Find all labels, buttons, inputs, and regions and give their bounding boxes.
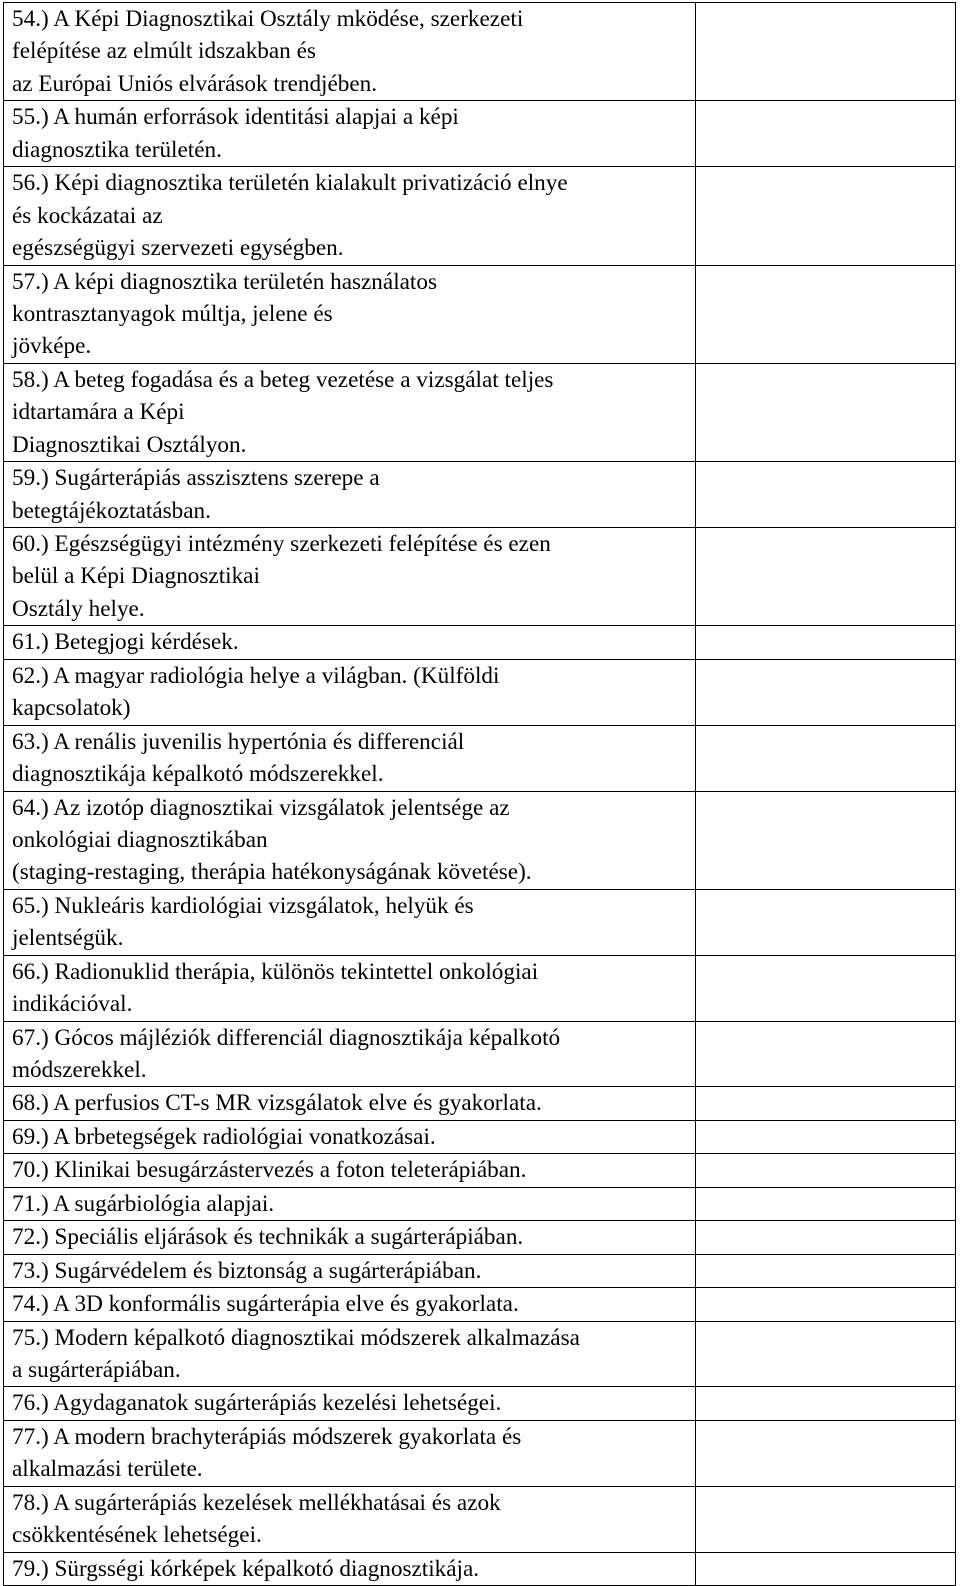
topic-text-line: csökkentésének lehetségei.: [12, 1522, 262, 1549]
empty-cell: [696, 791, 956, 889]
topic-text-line: 59.) Sugárterápiás asszisztens szerepe a: [12, 465, 380, 492]
empty-cell: [696, 1288, 956, 1321]
empty-cell: [696, 3, 956, 101]
topic-cell: [4, 265, 696, 363]
topic-text-line: 62.) A magyar radiológia helye a világban. (Külföldi: [12, 662, 500, 689]
topic-text-line: 61.) Betegjogi kérdések.: [12, 629, 239, 656]
empty-cell: [696, 955, 956, 1021]
topic-text-line: kontrasztanyagok múltja, jelene és: [12, 300, 333, 327]
empty-cell: [696, 626, 956, 659]
topic-cell: [4, 626, 696, 659]
table-row: [4, 1120, 956, 1153]
table-row: [4, 1021, 956, 1087]
empty-cell: [696, 1321, 956, 1387]
topic-text-line: onkológiai diagnosztikában: [12, 826, 268, 853]
empty-cell: [696, 1187, 956, 1220]
table-row: [4, 3, 956, 101]
topic-cell: [4, 3, 696, 101]
table-row: [4, 725, 956, 791]
topic-table: [3, 2, 956, 1586]
topic-text-line: 60.) Egészségügyi intézmény szerkezeti felépítése és ezen: [12, 531, 551, 557]
topic-text-line: 56.) Képi diagnosztika területén kialakult privatizáció elnye: [12, 170, 568, 197]
topic-text-line: belül a Képi Diagnosztikai: [12, 563, 260, 590]
topic-cell: [4, 1154, 696, 1187]
table-row: [4, 1321, 956, 1387]
topic-cell: [4, 1486, 696, 1552]
empty-cell: [696, 1154, 956, 1187]
topic-text-line: 57.) A képi diagnosztika területén használatos: [12, 268, 437, 295]
topic-text-line: jövképe.: [12, 333, 92, 360]
topic-text-line: 55.) A humán erforrások identitási alapjai a képi: [12, 104, 459, 131]
topic-cell: [4, 1387, 696, 1420]
topic-cell: [4, 1187, 696, 1220]
empty-cell: [696, 1420, 956, 1486]
topic-cell: [4, 791, 696, 889]
table-row: [4, 955, 956, 1021]
table-row: [4, 1087, 956, 1120]
table-row: [4, 1221, 956, 1254]
topic-cell: [4, 462, 696, 528]
topic-text-line: jelentségük.: [12, 925, 124, 952]
topic-cell: [4, 725, 696, 791]
empty-cell: [696, 1087, 956, 1120]
empty-cell: [696, 1552, 956, 1585]
empty-cell: [696, 1387, 956, 1420]
empty-cell: [696, 167, 956, 265]
topic-text-line: 64.) Az izotóp diagnosztikai vizsgálatok jelentsége az: [12, 794, 510, 821]
topic-text-line: egészségügyi szervezeti egységben.: [12, 235, 344, 262]
topic-text-line: kapcsolatok): [12, 695, 131, 722]
empty-cell: [696, 1254, 956, 1287]
topic-text-line: betegtájékoztatásban.: [12, 497, 211, 524]
table-row: [4, 791, 956, 889]
table-row: [4, 1387, 956, 1420]
table-row: [4, 1486, 956, 1552]
empty-cell: [696, 725, 956, 791]
topic-cell: [4, 1120, 696, 1153]
topic-text-line: alkalmazási területe.: [12, 1456, 203, 1483]
topic-text-line: 68.) A perfusios CT-s MR vizsgálatok elve és gyakorlata.: [12, 1090, 542, 1117]
table-row: [4, 1420, 956, 1486]
topic-cell: [4, 528, 696, 626]
empty-cell: [696, 101, 956, 167]
topic-text-line: az Európai Uniós elvárások trendjében.: [12, 70, 378, 97]
topic-text-line: Osztály helye.: [12, 595, 145, 622]
topic-cell: [4, 101, 696, 167]
topic-text-line: a sugárterápiában.: [12, 1356, 181, 1383]
topic-cell: [4, 659, 696, 725]
table-row: [4, 1254, 956, 1287]
topic-text-line: 77.) A modern brachyterápiás módszerek gyakorlata és: [12, 1423, 522, 1450]
topic-text-line: 65.) Nukleáris kardiológiai vizsgálatok, helyük és: [12, 892, 474, 919]
table-row: [4, 167, 956, 265]
topic-text-line: 71.) A sugárbiológia alapjai.: [12, 1190, 275, 1217]
topic-text-line: indikációval.: [12, 991, 133, 1018]
empty-cell: [696, 528, 956, 626]
topic-cell: [4, 1420, 696, 1486]
topic-text-line: 75.) Modern képalkotó diagnosztikai módszerek alkalmazása: [12, 1324, 580, 1351]
table-row: [4, 462, 956, 528]
empty-cell: [696, 1021, 956, 1087]
table-row: [4, 1552, 956, 1585]
empty-cell: [696, 462, 956, 528]
topic-text-line: 78.) A sugárterápiás kezelések mellékhatásai és azok: [12, 1489, 501, 1516]
topic-text-line: (staging-restaging, therápia hatékonyságának követése).: [12, 859, 532, 886]
topic-cell: [4, 955, 696, 1021]
table-row: [4, 659, 956, 725]
table-row: [4, 101, 956, 167]
topic-text-line: 66.) Radionuklid therápia, különös tekintettel onkológiai: [12, 958, 539, 985]
topic-text-line: 69.) A brbetegségek radiológiai vonatkozásai.: [12, 1123, 436, 1150]
topic-text-line: felépítése az elmúlt idszakban és: [12, 38, 316, 65]
empty-cell: [696, 1120, 956, 1153]
topic-cell: [4, 1288, 696, 1321]
topic-cell: [4, 1254, 696, 1287]
topic-text-line: 79.) Sürgsségi kórképek képalkotó diagnosztikája.: [12, 1555, 480, 1582]
topic-text-line: 73.) Sugárvédelem és biztonság a sugárterápiában.: [12, 1257, 482, 1284]
topic-cell: [4, 1021, 696, 1087]
table-row: [4, 363, 956, 461]
topic-text-line: 76.) Agydaganatok sugárterápiás kezelési lehetségei.: [12, 1390, 502, 1417]
topic-cell: [4, 1321, 696, 1387]
topic-cell: [4, 167, 696, 265]
topic-text-line: és kockázatai az: [12, 202, 163, 229]
topic-cell: [4, 1221, 696, 1254]
table-row: [4, 1288, 956, 1321]
empty-cell: [696, 659, 956, 725]
topic-text-line: módszerekkel.: [12, 1057, 147, 1083]
topic-cell: [4, 363, 696, 461]
table-row: [4, 1154, 956, 1187]
topic-cell: [4, 889, 696, 955]
table-row: [4, 265, 956, 363]
table-row: [4, 626, 956, 659]
topic-text-line: 67.) Gócos májléziók differenciál diagnosztikája képalkotó: [12, 1024, 561, 1051]
topic-text-line: 58.) A beteg fogadása és a beteg vezetése a vizsgálat teljes: [12, 366, 554, 393]
topic-text-line: 63.) A renális juvenilis hypertónia és differenciál: [12, 728, 465, 755]
table-row: [4, 889, 956, 955]
topic-text-line: Diagnosztikai Osztályon.: [12, 431, 247, 458]
empty-cell: [696, 1221, 956, 1254]
topic-text-line: diagnosztika területén.: [12, 136, 222, 163]
topic-text-line: 54.) A Képi Diagnosztikai Osztály mködése, szerkezeti: [12, 6, 524, 32]
topic-cell: [4, 1087, 696, 1120]
topic-text-line: idtartamára a Képi: [12, 399, 185, 426]
empty-cell: [696, 363, 956, 461]
table-row: [4, 528, 956, 626]
table-row: [4, 1187, 956, 1220]
topic-text-line: 72.) Speciális eljárások és technikák a sugárterápiában.: [12, 1224, 524, 1251]
topic-text-line: 74.) A 3D konformális sugárterápia elve és gyakorlata.: [12, 1291, 519, 1318]
topic-table-body: [4, 3, 956, 1586]
empty-cell: [696, 265, 956, 363]
empty-cell: [696, 1486, 956, 1552]
topic-text-line: diagnosztikája képalkotó módszerekkel.: [12, 761, 384, 788]
empty-cell: [696, 889, 956, 955]
topic-cell: [4, 1552, 696, 1585]
topic-text-line: 70.) Klinikai besugárzástervezés a foton teleterápiában.: [12, 1157, 527, 1184]
